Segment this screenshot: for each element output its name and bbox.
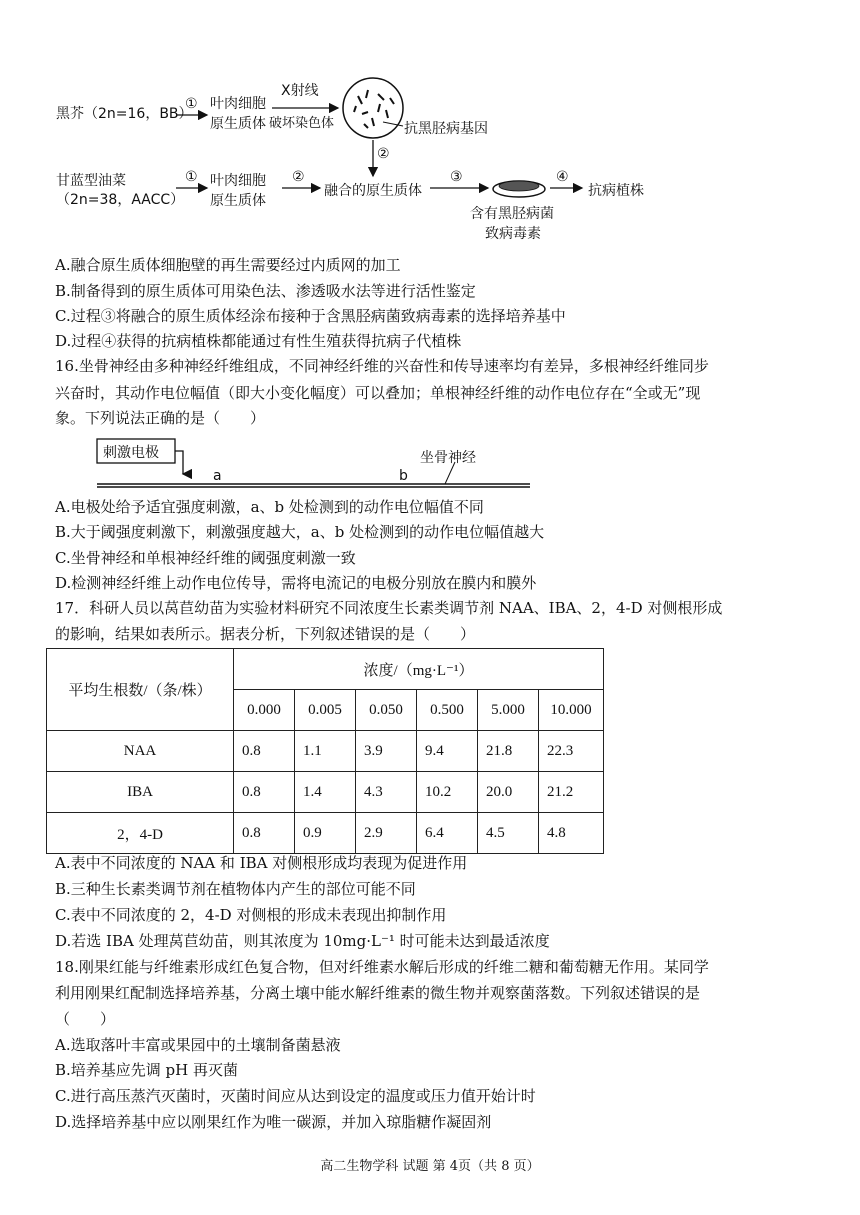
table-cell: 22.3 bbox=[539, 731, 604, 772]
step-2-vertical-label: ② bbox=[377, 146, 390, 162]
plant1-label: 黑芥（2n=16，BB） bbox=[56, 106, 193, 122]
fused-protoplast-label: 融合的原生质体 bbox=[324, 183, 422, 199]
table-row bbox=[47, 772, 604, 813]
q17-option-d: D.若选 IBA 处理莴苣幼苗，则其浓度为 10mg·L⁻¹ 时可能未达到最适浓度 bbox=[55, 932, 550, 950]
table-cell: 2.9 bbox=[356, 813, 417, 854]
step-3-label: ③ bbox=[450, 169, 463, 185]
table-cell: 0.9 bbox=[295, 813, 356, 854]
conc-header: 10.000 bbox=[539, 690, 604, 731]
conc-header: 0.000 bbox=[234, 690, 295, 731]
point-a-label: a bbox=[213, 468, 222, 484]
q16-option-c: C.坐骨神经和单根神经纤维的阈强度刺激一致 bbox=[55, 549, 356, 567]
conc-header: 5.000 bbox=[478, 690, 539, 731]
q18-stem-line1: 18.刚果红能与纤维素形成红色复合物，但对纤维素水解后形成的纤维二糖和葡萄糖无作用。某同学 bbox=[55, 958, 709, 976]
protoplast2-line1: 叶肉细胞 bbox=[210, 173, 266, 189]
electrode-label: 刺激电极 bbox=[103, 445, 159, 461]
resist-plant-label: 抗病植株 bbox=[588, 183, 644, 199]
xray-label: X射线 bbox=[281, 83, 319, 99]
protoplast1-line1: 叶肉细胞 bbox=[210, 96, 266, 112]
q18-option-d: D.选择培养基中应以刚果红作为唯一碳源，并加入琼脂糖作凝固剂 bbox=[55, 1113, 492, 1131]
row-name: IBA bbox=[47, 772, 234, 813]
q18-option-c: C.进行高压蒸汽灭菌时，灭菌时间应从达到设定的温度或压力值开始计时 bbox=[55, 1087, 536, 1105]
q16-option-a: A.电极处给予适宜强度刺激，a、b 处检测到的动作电位幅值不同 bbox=[55, 498, 484, 516]
table-row-header: 平均生根数/（条/株） bbox=[47, 649, 234, 731]
q16-option-b: B.大于阈强度刺激下，刺激强度越大，a、b 处检测到的动作电位幅值越大 bbox=[55, 523, 545, 541]
q18-option-b: B.培养基应先调 pH 再灭菌 bbox=[55, 1061, 239, 1079]
q15-option-a: A.融合原生质体细胞壁的再生需要经过内质网的加工 bbox=[55, 256, 401, 274]
table-cell: 9.4 bbox=[417, 731, 478, 772]
table-col-group: 浓度/（mg·L⁻¹） bbox=[234, 649, 604, 690]
q18-stem-line3: （ ） bbox=[55, 1010, 116, 1028]
q17-option-a: A.表中不同浓度的 NAA 和 IBA 对侧根形成均表现为促进作用 bbox=[55, 854, 468, 872]
table-cell: 4.8 bbox=[539, 813, 604, 854]
table-cell: 4.3 bbox=[356, 772, 417, 813]
table-cell: 6.4 bbox=[417, 813, 478, 854]
row-name: NAA bbox=[47, 731, 234, 772]
q15-option-d: D.过程④获得的抗病植株都能通过有性生殖获得抗病子代植株 bbox=[55, 332, 462, 350]
resist-gene-label: 抗黑胫病基因 bbox=[404, 121, 488, 137]
root-number-table bbox=[46, 648, 604, 854]
q16-stem-line1: 16.坐骨神经由多种神经纤维组成，不同神经纤维的兴奋性和传导速率均有差异，多根神经纤维同步 bbox=[55, 357, 709, 375]
medium-line2: 致病毒素 bbox=[485, 226, 541, 242]
table-cell: 20.0 bbox=[478, 772, 539, 813]
q16-stem-line3: 象。下列说法正确的是（ ） bbox=[55, 409, 266, 427]
table-cell: 1.4 bbox=[295, 772, 356, 813]
table-cell: 10.2 bbox=[417, 772, 478, 813]
plant2-line2: （2n=38，AACC） bbox=[56, 192, 185, 208]
q16-stem-line2: 兴奋时，其动作电位幅值（即大小变化幅度）可以叠加；单根神经纤维的动作电位存在“全或无”现 bbox=[55, 384, 701, 402]
protoplast2-line2: 原生质体 bbox=[210, 193, 266, 209]
step-4-label: ④ bbox=[556, 169, 569, 185]
table-cell: 3.9 bbox=[356, 731, 417, 772]
q17-stem-line1: 17．科研人员以莴苣幼苗为实验材料研究不同浓度生长素类调节剂 NAA、IBA、2，4-D 对侧根形成 bbox=[55, 599, 723, 617]
page-footer: 高二生物学科 试题 第 4页（共 8 页） bbox=[320, 1159, 540, 1174]
sciatic-nerve-label: 坐骨神经 bbox=[420, 450, 476, 466]
table-row bbox=[47, 813, 604, 854]
table-cell: 4.5 bbox=[478, 813, 539, 854]
step-1-label: ① bbox=[185, 96, 198, 112]
table-cell: 0.8 bbox=[234, 813, 295, 854]
medium-line1: 含有黑胫病菌 bbox=[470, 206, 554, 222]
q18-option-a: A.选取落叶丰富或果园中的土壤制备菌悬液 bbox=[55, 1036, 341, 1054]
q15-option-c: C.过程③将融合的原生质体经涂布接种于含黑胫病菌致病毒素的选择培养基中 bbox=[55, 307, 566, 325]
table-cell: 1.1 bbox=[295, 731, 356, 772]
q17-stem-line2: 的影响，结果如表所示。据表分析，下列叙述错误的是（ ） bbox=[55, 625, 476, 643]
step-2-label: ② bbox=[292, 169, 305, 185]
q17-option-b: B.三种生长素类调节剂在植物体内产生的部位可能不同 bbox=[55, 880, 416, 898]
table-cell: 0.8 bbox=[234, 731, 295, 772]
row-name: 2，4-D bbox=[47, 813, 234, 854]
table-row bbox=[47, 731, 604, 772]
plant2-line1: 甘蓝型油菜 bbox=[56, 173, 126, 189]
q16-option-d: D.检测神经纤维上动作电位传导，需将电流记的电极分别放在膜内和膜外 bbox=[55, 574, 537, 592]
q17-option-c: C.表中不同浓度的 2，4-D 对侧根的形成未表现出抑制作用 bbox=[55, 906, 447, 924]
conc-header: 0.500 bbox=[417, 690, 478, 731]
protoplast1-line2: 原生质体 bbox=[210, 116, 266, 132]
step-1b-label: ① bbox=[185, 169, 198, 185]
table-cell: 0.8 bbox=[234, 772, 295, 813]
q15-option-b: B.制备得到的原生质体可用染色法、渗透吸水法等进行活性鉴定 bbox=[55, 282, 476, 300]
table-cell: 21.2 bbox=[539, 772, 604, 813]
nerve-diagram-lines bbox=[0, 0, 860, 500]
conc-header: 0.005 bbox=[295, 690, 356, 731]
q18-stem-line2: 利用刚果红配制选择培养基，分离土壤中能水解纤维素的微生物并观察菌落数。下列叙述错误的是 bbox=[55, 984, 701, 1002]
table-cell: 21.8 bbox=[478, 731, 539, 772]
conc-header: 0.050 bbox=[356, 690, 417, 731]
point-b-label: b bbox=[399, 468, 408, 484]
break-chromosome-label: 破坏染色体 bbox=[269, 116, 335, 131]
